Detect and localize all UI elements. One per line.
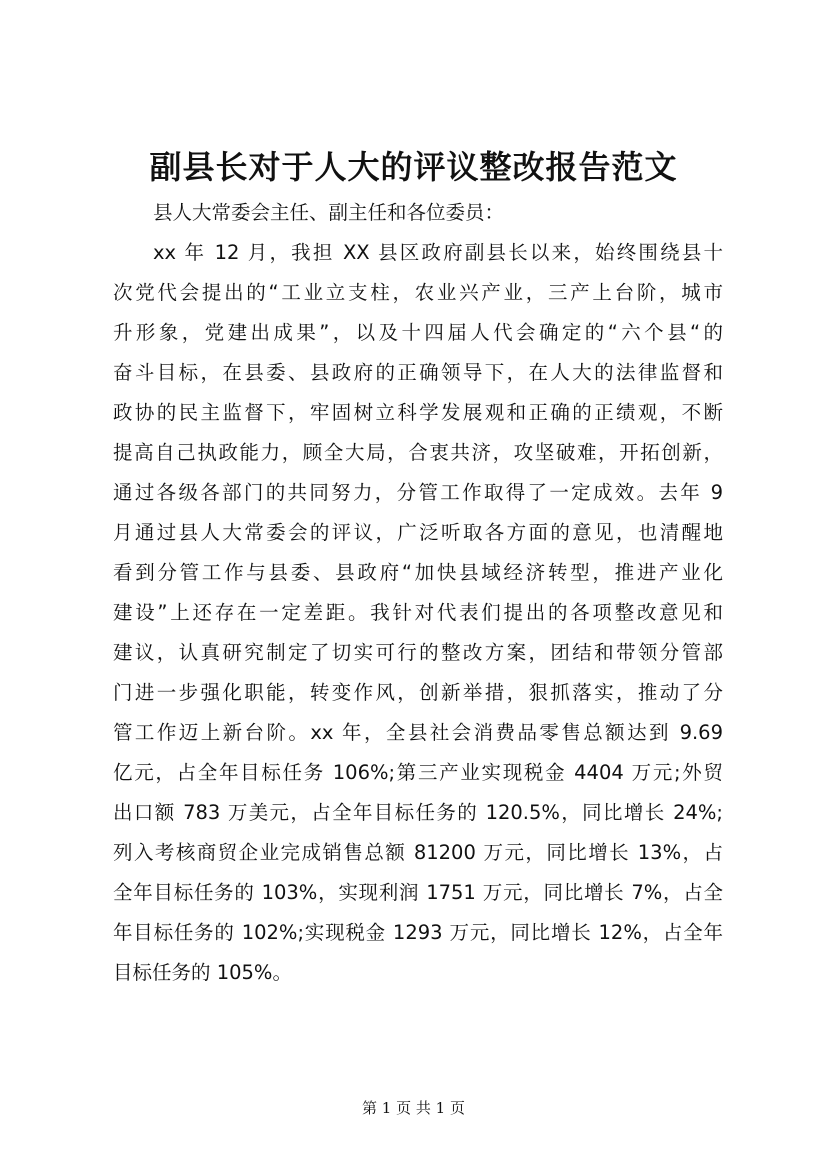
paragraph-line: 列入考核商贸企业完成销售总额 81200 万元，同比增长 13%，占 [113, 841, 723, 864]
paragraph-line: 年目标任务的 102%;实现税金 1293 万元，同比增长 12%，占全年 [113, 921, 723, 944]
page-footer: 第 1 页 共 1 页 [362, 1099, 465, 1117]
paragraph-line: 出口额 783 万美元，占全年目标任务的 120.5%，同比增长 24%; [113, 801, 723, 824]
paragraph-line: 管工作迈上新台阶。xx 年，全县社会消费品零售总额达到 9.69 [113, 721, 723, 744]
paragraph-line: 建设”上还存在一定差距。我针对代表们提出的各项整改意见和 [113, 601, 723, 624]
paragraph-line: 通过各级各部门的共同努力，分管工作取得了一定成效。去年 9 [113, 481, 723, 504]
paragraph-line: 提高自己执政能力，顾全大局，合衷共济，攻坚破难，开拓创新， [113, 441, 723, 464]
paragraph-line: 次党代会提出的“工业立支柱，农业兴产业，三产上台阶，城市 [113, 281, 723, 304]
paragraph-line: xx 年 12 月，我担 XX 县区政府副县长以来，始终围绕县十 [153, 241, 723, 264]
paragraph-line: 门进一步强化职能，转变作风，创新举措，狠抓落实，推动了分 [113, 681, 723, 704]
paragraph-line: 全年目标任务的 103%，实现利润 1751 万元，同比增长 7%，占全 [113, 881, 723, 904]
paragraph-line: 目标任务的 105%。 [113, 961, 292, 984]
salutation: 县人大常委会主任、副主任和各位委员： [153, 201, 505, 224]
paragraph-line: 看到分管工作与县委、县政府“加快县域经济转型，推进产业化 [113, 561, 723, 584]
paragraph-line: 建议，认真研究制定了切实可行的整改方案，团结和带领分管部 [113, 641, 723, 664]
document-title: 副县长对于人大的评议整改报告范文 [149, 148, 678, 186]
paragraph-line: 月通过县人大常委会的评议，广泛听取各方面的意见，也清醒地 [113, 521, 723, 544]
paragraph-line: 亿元，占全年目标任务 106%;第三产业实现税金 4404 万元;外贸 [113, 761, 723, 784]
paragraph-line: 政协的民主监督下，牢固树立科学发展观和正确的正绩观，不断 [113, 401, 723, 424]
paragraph-line: 奋斗目标，在县委、县政府的正确领导下，在人大的法律监督和 [113, 361, 723, 384]
paragraph-line: 升形象，党建出成果”，以及十四届人代会确定的“六个县“的 [113, 321, 723, 344]
document-body [113, 193, 723, 993]
